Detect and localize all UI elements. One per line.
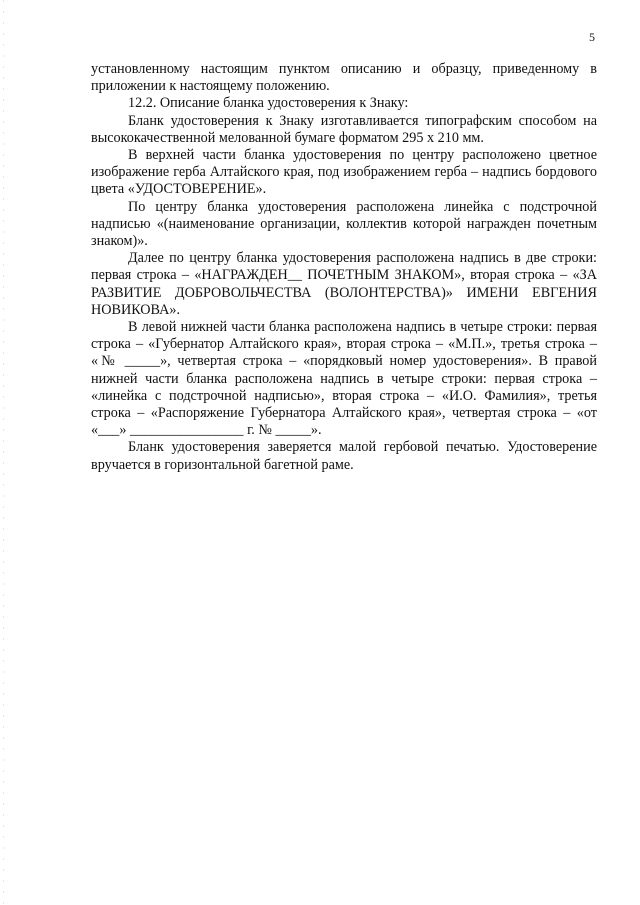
paragraph-seal-frame: Бланк удостоверения заверяется малой гербовой печатью. Удостоверение вручается в горизонтальной багетной раме. — [91, 439, 597, 473]
paragraph-two-line-caption: Далее по центру бланка удостоверения расположена надпись в две строки: первая строка – «НАГРАЖДЕН__ ПОЧЕТНЫМ ЗНАКОМ», вторая строка – «ЗА РАЗВИТИЕ ДОБРОВОЛЬЧЕСТВА (ВОЛОНТЕРСТВА)» ИМЕНИ ЕВГЕНИЯ НОВИКОВА». — [91, 250, 597, 318]
paragraph-continuation: установленному настоящим пунктом описанию и образцу, приведенному в приложении к настоящему положению. — [91, 61, 597, 95]
paragraph-top-part: В верхней части бланка удостоверения по центру расположено цветное изображение герба Алтайского края, под изображением герба – надпись бордового цвета «УДОСТОВЕРЕНИЕ». — [91, 147, 597, 198]
scan-edge-artifact — [3, 0, 4, 905]
paragraph-bottom-parts: В левой нижней части бланка расположена надпись в четыре строки: первая строка – «Губернатор Алтайского края», вторая строка – «М.П.», третья строка – «№ _____», четвертая строка – «порядковый номер удостоверения». В правой нижней части бланка расположена надпись в четыре строки: первая строка – «линейка с подстрочной надписью», вторая строка – «И.О. Фамилия», третья строка – «Распоряжение Губернатора Алтайского края», четвертая строка – «от «___» ________________ г. № _____». — [91, 319, 597, 439]
paragraph-center-line: По центру бланка удостоверения расположена линейка с подстрочной надписью «(наименование организации, коллектив которой награжден почетным знаком)». — [91, 198, 597, 250]
section-heading-12-2: 12.2. Описание бланка удостоверения к Знаку: — [128, 95, 409, 112]
paragraph-blank-format: Бланк удостоверения к Знаку изготавливается типографским способом на высококачественной мелованной бумаге форматом 295 х 210 мм. — [91, 112, 597, 146]
page-number: 5 — [589, 30, 595, 44]
document-body — [91, 61, 597, 474]
